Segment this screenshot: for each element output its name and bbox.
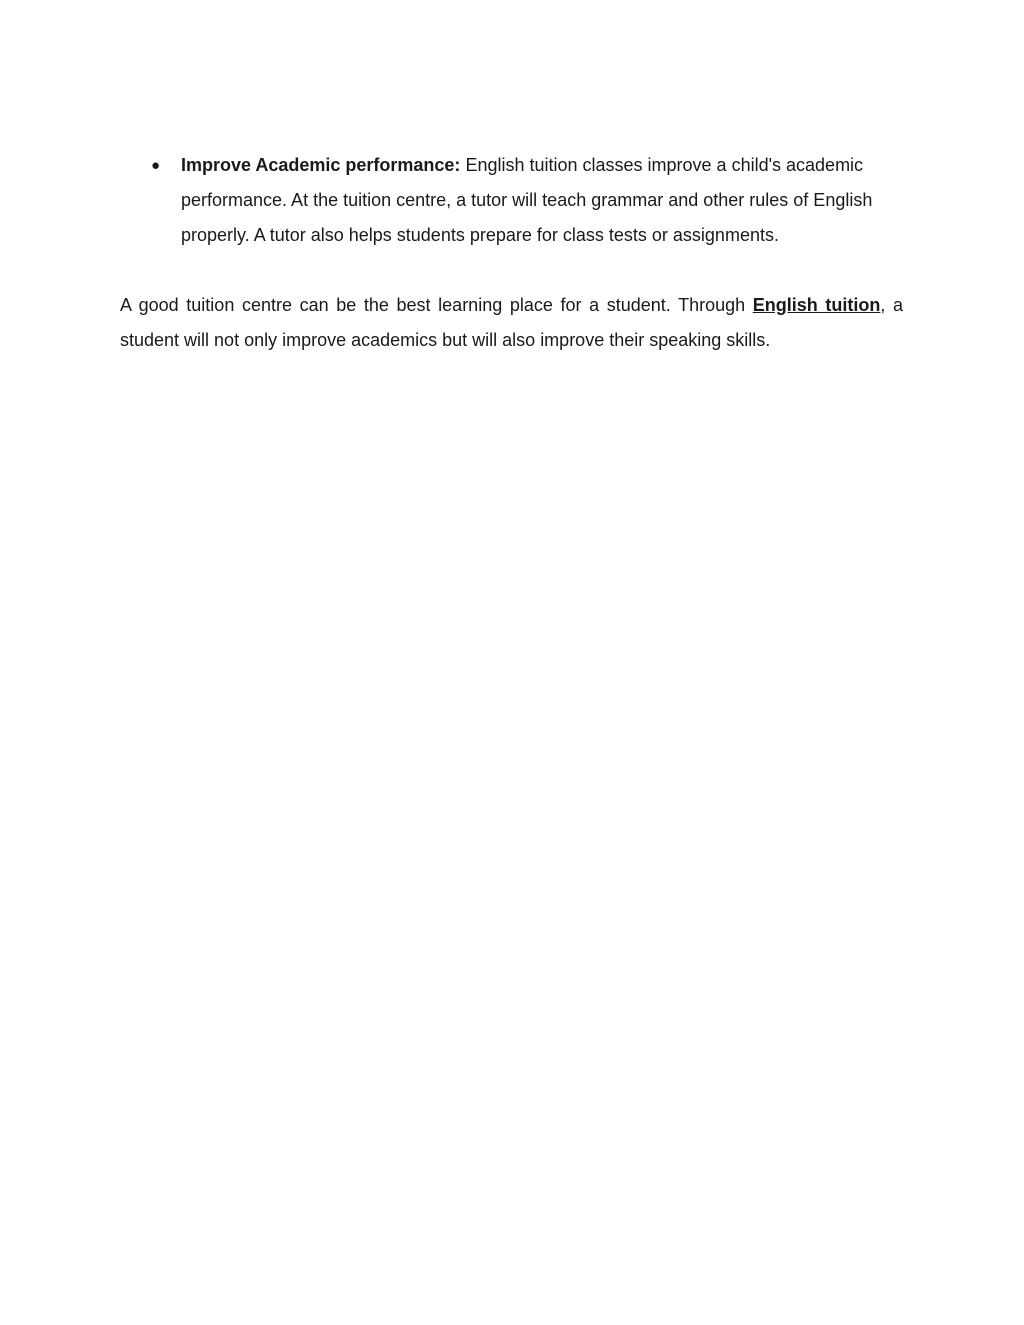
bullet-lead-text: Improve Academic performance: (181, 155, 461, 175)
body-paragraph (120, 288, 903, 358)
paragraph-text-before: A good tuition centre can be the best learning place for a student. Through (120, 295, 753, 315)
bullet-icon: ● (151, 157, 161, 174)
bullet-body-text: English tuition classes improve a child's academic performance. At the tuition centre, a tutor will teach grammar and other rules of English properly. A tutor also helps students prepare for class tests or assignments. (181, 155, 873, 245)
english-tuition-link[interactable]: English tuition (752, 295, 881, 315)
paragraph-text-after: , a student will not only improve academics but will also improve their speaking skills. (120, 295, 904, 350)
bullet-list (120, 148, 904, 253)
list-item (120, 148, 904, 253)
